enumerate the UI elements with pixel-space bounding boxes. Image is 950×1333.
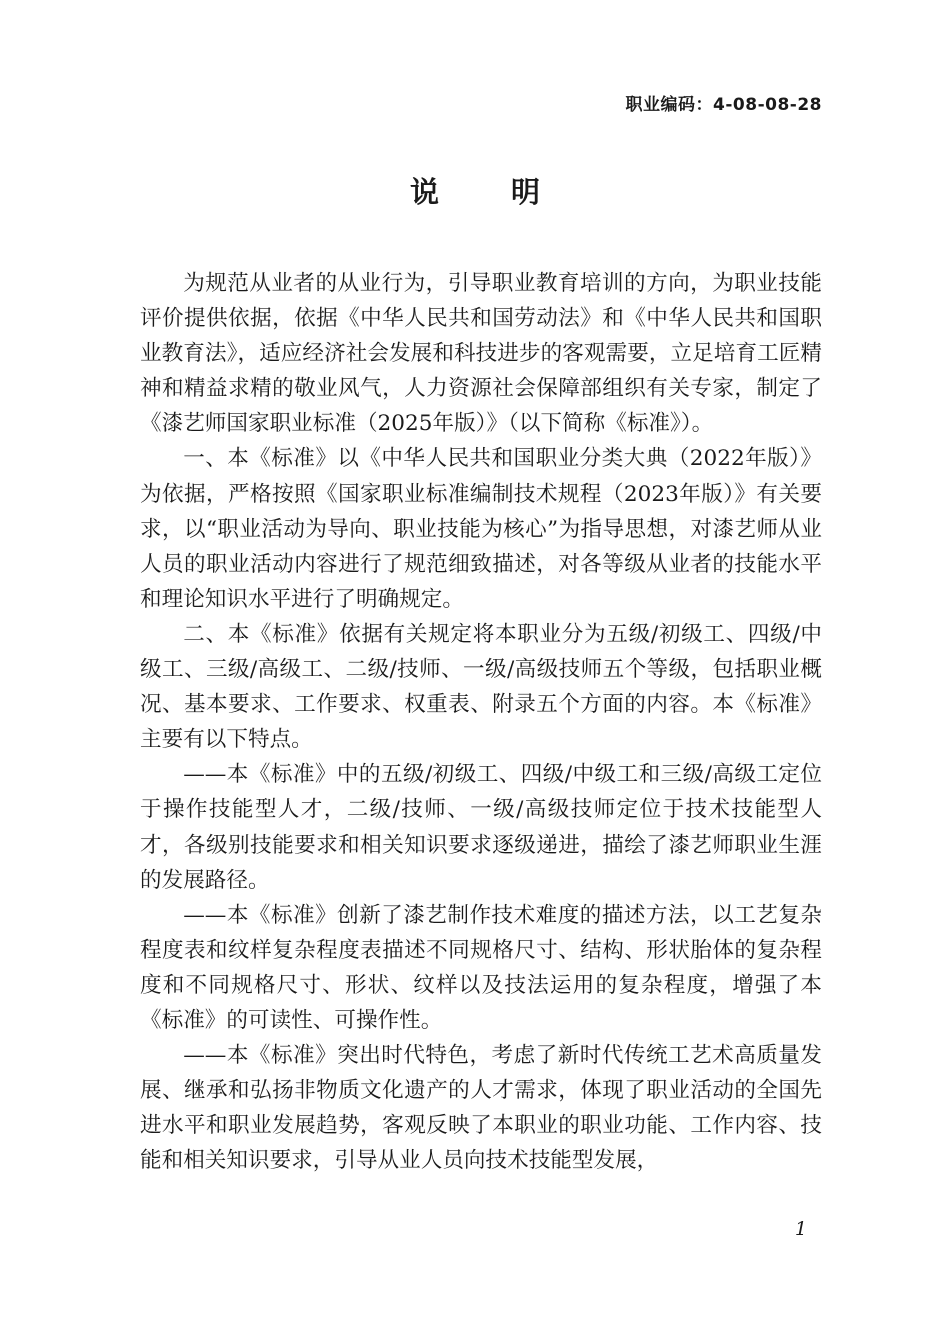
occupation-code: 职业编码：4-08-08-28 — [625, 95, 822, 115]
paragraph-1: 一、本《标准》以《中华人民共和国职业分类大典（2022年版）》为依据，严格按照《国家职业标准编制技术规程（2023年版）》有关要求，以“职业活动为导向、职业技能为核心”为指导思想，对漆艺师从业人员的职业活动内容进行了规范细致描述，对各等级从业者的技能水平和理论知识水平进行了明确规定。 — [140, 446, 822, 612]
paragraph-intro: 为规范从业者的从业行为，引导职业教育培训的方向，为职业技能评价提供依据，依据《中华人民共和国劳动法》和《中华人民共和国职业教育法》，适应经济社会发展和科技进步的客观需要，立足培育工匠精神和精益求精的敬业风气，人力资源社会保障部组织有关专家，制定了《漆艺师国家职业标准（2025年版）》（以下简称《标准》）。 — [140, 271, 822, 437]
paragraph-feature-3: ——本《标准》突出时代特色，考虑了新时代传统工艺术高质量发展、继承和弘扬非物质文化遗产的人才需求，体现了职业活动的全国先进水平和职业发展趋势，客观反映了本职业的职业功能、工作内容、技能和相关知识要求，引导从业人员向技术技能型发展， — [140, 1043, 822, 1174]
paragraph-feature-2: ——本《标准》创新了漆艺制作技术难度的描述方法，以工艺复杂程度表和纹样复杂程度表描述不同规格尺寸、结构、形状胎体的复杂程度和不同规格尺寸、形状、纹样以及技法运用的复杂程度，增强了本《标准》的可读性、可操作性。 — [140, 902, 822, 1033]
page-title: 说明 — [409, 175, 612, 209]
page-number: 1 — [794, 1218, 807, 1240]
paragraph-feature-1: ——本《标准》中的五级/初级工、四级/中级工和三级/高级工定位于操作技能型人才，二级/技师、一级/高级技师定位于技术技能型人才，各级别技能要求和相关知识要求逐级递进，描绘了漆艺师职业生涯的发展路径。 — [140, 762, 822, 893]
body-text — [140, 266, 822, 1178]
paragraph-2: 二、本《标准》依据有关规定将本职业分为五级/初级工、四级/中级工、三级/高级工、二级/技师、一级/高级技师五个等级，包括职业概况、基本要求、工作要求、权重表、附录五个方面的内容。本《标准》主要有以下特点。 — [140, 621, 822, 753]
